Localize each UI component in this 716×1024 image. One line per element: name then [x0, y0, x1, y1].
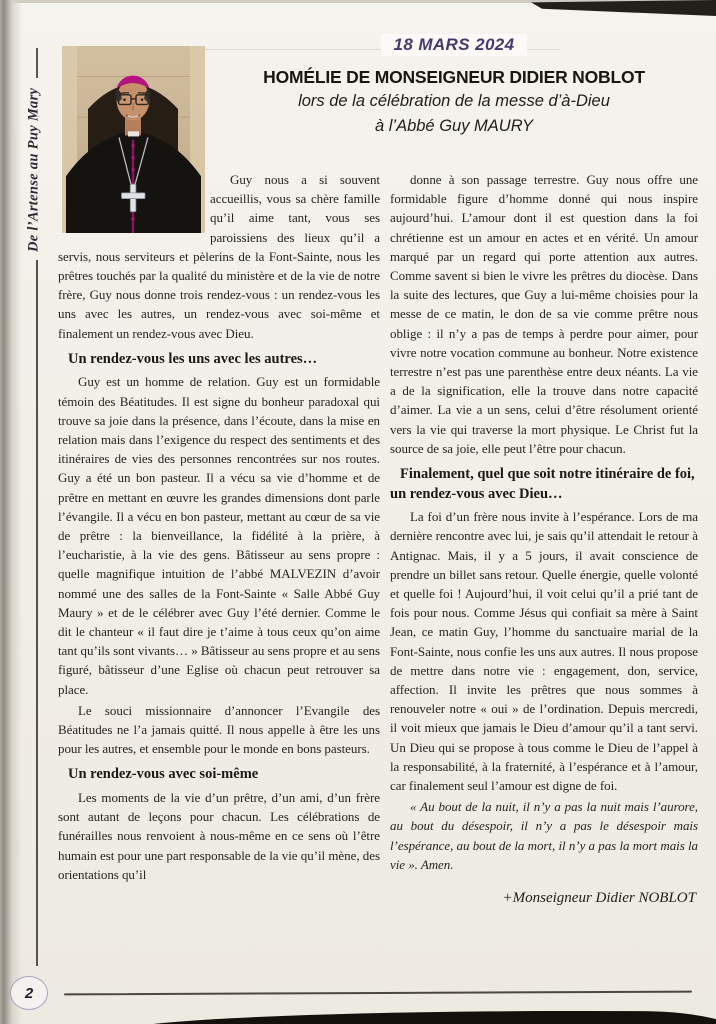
paragraph: Les moments de la vie d’un prêtre, d’un ami, d’un frère sont autant de leçons pour chacun. Les célébrations de funérailles nous renvoient à nous-même en ce sens où l’être humain est pour une part responsable de la vie qu’il mène, des orientations qu’il	[58, 790, 380, 882]
subtitle-line-2: à l’Abbé Guy MAURY	[374, 117, 534, 136]
subtitle-line-1: lors de la célébration de la messe d’à-Dieu	[298, 92, 610, 110]
right-column	[390, 170, 698, 998]
scan-bottom-edge	[110, 1008, 716, 1024]
sidebar-vertical-text: De l’Artense au Puy Mary	[25, 87, 42, 253]
paragraph: Guy nous a si souvent accueillis, vous sa chère famille qu’il aime tant, vous ses paroissiens des lieux qu’il a servis, nous serviteurs et pèlerins de la Font-Sainte, nous les prêtres touchés par la qualité du ministère et de la vie de notre frère, Guy nous donne trois rendez-vous : un rendez-vous les uns avec les autres, un rendez-vous avec soi-même et finalement un rendez-vous avec Dieu.	[58, 172, 380, 341]
paragraph: donne à son passage terrestre. Guy nous offre une formidable figure d’homme donné qui nous inspire aujourd’hui. L’amour dont il est question dans la foi chrétienne est un amour en actes et en vérité. Un amour marqué par un regard qui porte attention aux autres. Comme savent si bien le vivre les prêtres du diocèse. Dans la suite des lectures, que Guy a lui-même choisies pour la messe de ce matin, le don de sa vie comme prêtre nous oblige : il n’y a pas de temps à perdre pour aimer, pour vivre notre vocation commune au bonheur. Notre existence terrestre n’est pas une parenthèse entre deux néants. La vie a de la signification, elle la trouve dans notre capacité d’aimer. La vie a un sens, celui d’être résolument orienté vers la vie qui traverse la mort physique. Le Christ fut la source de sa joie, elle peut l’être pour chacun.	[390, 172, 698, 456]
scan-left-shadow	[0, 0, 22, 1024]
section-heading-rendezvous-autres: Un rendez-vous les uns avec les autres…	[68, 350, 318, 367]
date-badge: 18 MARS 2024	[381, 34, 526, 56]
signature: +Monseigneur Didier NOBLOT	[502, 890, 696, 907]
paragraph: Guy est un homme de relation. Guy est un formidable témoin des Béatitudes. Il est signe du bonheur paradoxal qui trouve sa joie dans la présence, dans l’écoute, dans la mise en relation mais dans l’exigence du respect des sentiments et des itinéraires de vies des personnes rencontrées sur nos routes. Guy a été un bon pasteur. Il a vécu sa vie d’homme et de prêtre en mettant en œuvre les grandes dimensions dont parle l’évangile. Il a vécu en bon pasteur, mettant au cœur de sa vie de prêtre : la bienveillance, la fidélité à la prière, à l’eucharistie, à la vie des gens. Bâtisseur au sens propre : quelle magnifique intuition de l’abbé MALVEZIN d’avoir nommé une des salles de la Font-Sainte « Salle Abbé Guy Maury » et de le célébrer avec Guy l’été dernier. Comme le dit le chanteur « il faut dire je t’aime à tous ceux qu’on aime tant qu’ils sont vivants… » Bâtisseur au sens propre et au sens figuré, bâtisseur d’une Eglise où chacun peut retrouver sa place.	[58, 374, 380, 697]
photo-float-spacer	[58, 170, 210, 236]
paragraph: Le souci missionnaire d’annoncer l’Evangile des Béatitudes ne l’a jamais quitté. Il nous appelle à être les uns pour les autres, et ensemble pour le monde en bons pasteurs.	[58, 702, 380, 757]
article-body	[58, 170, 698, 998]
left-column	[58, 170, 380, 998]
article-header	[208, 34, 700, 138]
page-title: HOMÉLIE DE MONSEIGNEUR DIDIER NOBLOT	[263, 67, 645, 87]
sidebar-rule-top	[36, 48, 38, 78]
scan-corner-top-right	[531, 0, 716, 16]
photo-clergy-collar	[128, 131, 139, 136]
quote-paragraph: « Au bout de la nuit, il n’y a pas la nuit mais l’aurore, au bout du désespoir, il n’y a pas le désespoir mais l’espérance, au bout de la mort, il n’y a pas la mort mais la vie ». Amen.	[390, 799, 698, 872]
sidebar-rule	[36, 260, 38, 966]
section-heading-rendezvous-soi-meme: Un rendez-vous avec soi-même	[68, 766, 259, 783]
section-heading-rendezvous-dieu: Finalement, quel que soit notre itinéraire de foi, un rendez-vous avec Dieu…	[390, 466, 695, 502]
paragraph: La foi d’un frère nous invite à l’espérance. Lors de ma dernière rencontre avec lui, je sais qu’il attendait le retour à Antignac. Mais, il y a 5 jours, il avait conscience de prendre un billet sans retour. Quelle énergie, quelle volonté et quelle foi ! Aujourd’hui, il voit celui qu’il a prié tant de fois pour nous. Comme Jésus qui confiait sa mère à Saint Jean, ce matin Guy, l’homme du sanctuaire marial de la Font-Sainte, nous confie les uns aux autres. Il nous propose de mettre dans notre vie : engagement, don, service, affection. Il invite les prêtres que nous sommes à renouveler notre « oui » de l’ordination. Depuis mercredi, il voit mieux que jamais le Dieu d’amour qu’il a tant servi. Un Dieu qui se propose à tous comme le Dieu de l’appel à la responsabilité, à la fraternité, à l’espérance et à l’amour, car finalement seul l’amour est digne de foi.	[390, 509, 698, 794]
page-number-badge: 2	[10, 976, 48, 1010]
